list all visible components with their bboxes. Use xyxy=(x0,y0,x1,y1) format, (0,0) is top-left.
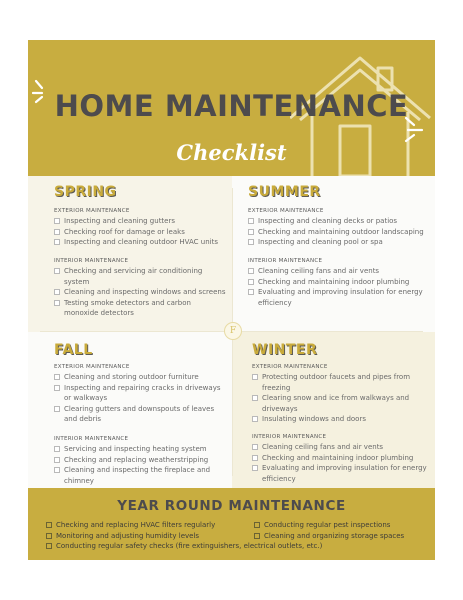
fall-exterior-list xyxy=(54,372,226,425)
summer-interior-label: INTERIOR MAINTENANCE xyxy=(248,258,323,264)
fall-exterior-label: EXTERIOR MAINTENANCE xyxy=(54,364,130,370)
checkbox[interactable] xyxy=(46,533,52,539)
item-label: Inspecting and cleaning pool or spa xyxy=(258,238,383,246)
spring-interior-list xyxy=(54,266,226,319)
checkbox[interactable] xyxy=(248,289,254,295)
item-label: Cleaning and organizing storage spaces xyxy=(264,531,405,540)
item-label: Checking and replacing weatherstripping xyxy=(64,455,209,464)
checklist-item xyxy=(54,287,226,298)
fall-section xyxy=(28,332,232,488)
item-label: Protecting outdoor faucets and pipes from freezing xyxy=(262,373,411,392)
winter-exterior-label: EXTERIOR MAINTENANCE xyxy=(252,364,328,370)
checklist-item xyxy=(54,383,226,404)
summer-section xyxy=(232,176,435,332)
checkbox[interactable] xyxy=(248,239,254,245)
checklist-item xyxy=(252,453,428,464)
header-banner xyxy=(28,40,435,176)
summer-exterior-list xyxy=(248,216,428,248)
season-title-spring: SPRING xyxy=(54,184,117,200)
checklist-item xyxy=(248,287,428,308)
item-label: Clearing snow and ice from walkways and driveways xyxy=(262,394,410,413)
checklist-item xyxy=(54,266,226,287)
winter-interior-list xyxy=(252,442,428,484)
checkbox[interactable] xyxy=(248,229,254,235)
checkbox[interactable] xyxy=(54,446,60,452)
item-label: Inspecting and cleaning gutters xyxy=(64,217,176,225)
checkbox[interactable] xyxy=(54,239,60,245)
year-round-section xyxy=(28,488,435,560)
checklist-item xyxy=(54,444,226,455)
checkbox[interactable] xyxy=(248,268,254,274)
summer-exterior-label: EXTERIOR MAINTENANCE xyxy=(248,208,324,214)
checkbox[interactable] xyxy=(252,465,258,471)
checklist-item xyxy=(248,237,428,248)
item-label: Clearing gutters and downspouts of leaves and debris xyxy=(64,404,215,423)
checkbox[interactable] xyxy=(248,279,254,285)
checkbox[interactable] xyxy=(54,406,60,412)
item-label: Checking and maintaining outdoor landscaping xyxy=(258,227,424,236)
checkbox[interactable] xyxy=(54,374,60,380)
checkbox[interactable] xyxy=(54,457,60,463)
item-label: Cleaning and inspecting windows and screens xyxy=(64,288,226,296)
item-label: Monitoring and adjusting humidity levels xyxy=(56,531,200,540)
summer-interior-list xyxy=(248,266,428,308)
checkbox[interactable] xyxy=(254,533,260,539)
checklist-item xyxy=(248,277,428,288)
page-subtitle: Checklist xyxy=(176,140,287,165)
checkbox[interactable] xyxy=(46,543,52,549)
item-label: Inspecting and cleaning outdoor HVAC units xyxy=(64,238,218,246)
checkbox[interactable] xyxy=(54,385,60,391)
season-title-winter: WINTER xyxy=(252,342,318,358)
checkbox[interactable] xyxy=(54,229,60,235)
season-title-summer: SUMMER xyxy=(248,184,321,200)
checkbox[interactable] xyxy=(252,455,258,461)
checklist-item xyxy=(252,463,428,484)
checklist-item xyxy=(54,237,226,248)
checkbox[interactable] xyxy=(54,218,60,224)
checkbox[interactable] xyxy=(252,444,258,450)
checklist-item xyxy=(54,372,226,383)
item-label: Inspecting and repairing cracks in driveways or walkways xyxy=(64,383,221,402)
checkbox[interactable] xyxy=(54,289,60,295)
item-label: Cleaning and storing outdoor furniture xyxy=(64,373,199,381)
checkbox[interactable] xyxy=(54,467,60,473)
brand-badge: F xyxy=(224,322,242,340)
checklist-item xyxy=(252,414,428,425)
checklist-item xyxy=(54,455,226,466)
item-label: Evaluating and improving insulation for energy efficiency xyxy=(258,288,423,307)
item-label: Cleaning ceiling fans and air vents xyxy=(258,267,380,275)
year-round-title: YEAR ROUND MAINTENANCE xyxy=(117,498,346,514)
page-title: HOME MAINTENANCE xyxy=(54,89,409,123)
spring-interior-label: INTERIOR MAINTENANCE xyxy=(54,258,129,264)
fall-interior-label: INTERIOR MAINTENANCE xyxy=(54,436,129,442)
checklist-item xyxy=(252,393,428,414)
checklist-item xyxy=(248,266,428,277)
checkbox[interactable] xyxy=(254,522,260,528)
checklist-sheet xyxy=(28,40,435,560)
checkbox[interactable] xyxy=(46,522,52,528)
item-label: Evaluating and improving insulation for energy efficiency xyxy=(262,464,427,483)
winter-exterior-list xyxy=(252,372,428,425)
checklist-item xyxy=(46,541,426,552)
item-label: Checking and maintaining indoor plumbing xyxy=(258,277,410,286)
item-label: Inspecting and cleaning decks or patios xyxy=(258,217,398,225)
checkbox[interactable] xyxy=(248,218,254,224)
year-round-right-list xyxy=(254,520,424,541)
checklist-item xyxy=(254,520,424,531)
checkbox[interactable] xyxy=(252,416,258,422)
item-label: Checking and maintaining indoor plumbing xyxy=(262,453,414,462)
spring-exterior-list xyxy=(54,216,226,248)
item-label: Cleaning ceiling fans and air vents xyxy=(262,443,384,451)
spring-section xyxy=(28,176,232,332)
checkbox[interactable] xyxy=(54,268,60,274)
checklist-item xyxy=(54,404,226,425)
checkbox[interactable] xyxy=(54,300,60,306)
item-label: Servicing and inspecting heating system xyxy=(64,445,207,453)
checklist-item xyxy=(254,531,424,542)
checklist-item xyxy=(248,227,428,238)
checklist-item xyxy=(54,298,226,319)
checkbox[interactable] xyxy=(252,395,258,401)
checklist-item xyxy=(252,442,428,453)
checkbox[interactable] xyxy=(252,374,258,380)
item-label: Insulating windows and doors xyxy=(262,415,366,423)
fall-interior-list xyxy=(54,444,226,486)
winter-interior-label: INTERIOR MAINTENANCE xyxy=(252,434,327,440)
checklist-item xyxy=(54,227,226,238)
item-label: Checking roof for damage or leaks xyxy=(64,227,185,236)
winter-section xyxy=(232,332,435,488)
item-label: Checking and replacing HVAC filters regularly xyxy=(56,521,216,529)
season-title-fall: FALL xyxy=(54,342,93,358)
item-label: Conducting regular safety checks (fire extinguishers, electrical outlets, etc.) xyxy=(56,542,323,550)
checklist-item xyxy=(248,216,428,227)
checklist-item xyxy=(54,216,226,227)
checklist-item xyxy=(54,465,226,486)
item-label: Testing smoke detectors and carbon monoxide detectors xyxy=(64,298,191,317)
item-label: Conducting regular pest inspections xyxy=(264,521,391,529)
checklist-item xyxy=(252,372,428,393)
item-label: Cleaning and inspecting the fireplace and chimney xyxy=(64,466,211,485)
item-label: Checking and servicing air conditioning system xyxy=(64,267,203,286)
spring-exterior-label: EXTERIOR MAINTENANCE xyxy=(54,208,130,214)
